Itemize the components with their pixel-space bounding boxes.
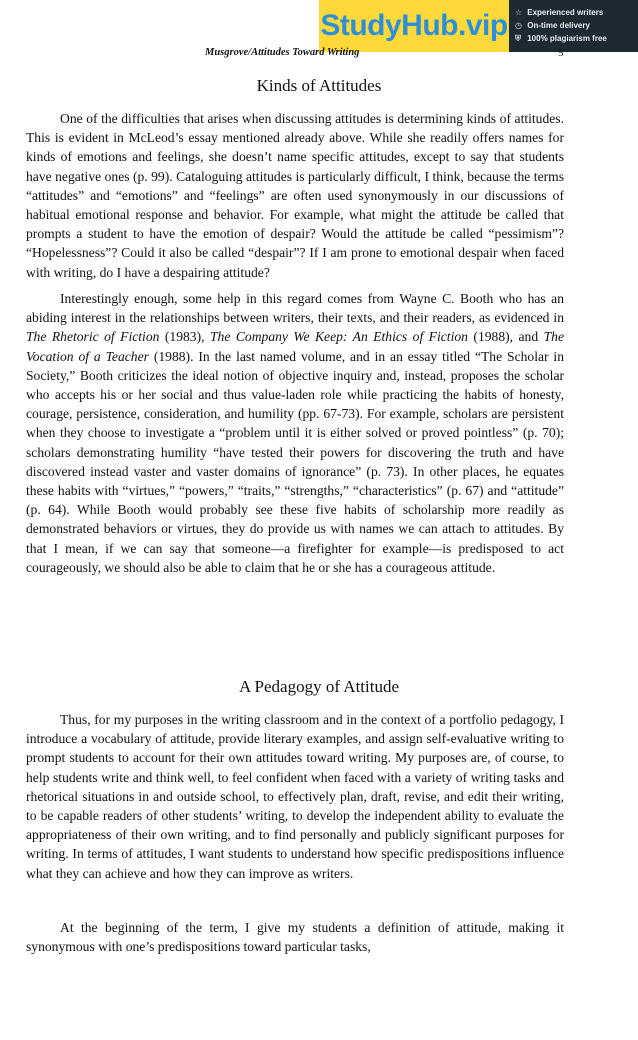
clock-icon: ◷ [515, 21, 522, 30]
page-number: 5 [558, 47, 564, 59]
running-head [0, 47, 638, 63]
studyhub-ad-banner[interactable] [319, 0, 638, 52]
studyhub-logo[interactable]: StudyHub.vip [319, 0, 509, 52]
body-paragraph: At the beginning of the term, I give my students a definition of attitude, making it synonymous with one’s predispositions toward particular tasks, [26, 920, 564, 955]
body-paragraph: Thus, for my purposes in the writing classroom and in the context of a portfolio pedagogy, I introduce a vocabulary of attitude, provide literary examples, and assign self-evaluative writing to prompt students to account for their own attitudes toward writing. My purposes are, of course, to help students write and think well, to feel confident when faced with a variety of writing tasks and rhetorical situations in and outside school, to effectively plan, draft, revise, and edit their writing, to be capable readers of other students’ writing, to develop the independent ability to evaluate the appropriateness of their own writing, and to find personally and publicly significant purposes for writing. In terms of attitudes, I want students to understand how specific predispositions influence what they can achieve and how they can improve as writers. [26, 712, 564, 881]
feature-label: 100% plagiarism free [527, 34, 607, 43]
section-heading-pedagogy-of-attitude: A Pedagogy of Attitude [238, 677, 400, 696]
feature-item [515, 6, 635, 19]
feature-label: Experienced writers [527, 8, 604, 17]
shield-icon: ⛨ [515, 34, 521, 43]
section-heading-kinds-of-attitudes: Kinds of Attitudes [256, 76, 382, 95]
running-head-title: Musgrove/Attitudes Toward Writing [205, 47, 360, 58]
feature-item [515, 32, 635, 45]
book-title: The Company We Keep: An Ethics of Fiction [209, 329, 468, 345]
feature-item [515, 19, 635, 32]
book-title: The Rhetoric of Fiction [26, 329, 160, 345]
paragraph-text: (1988). In the last named volume, and in an essay titled “The Scholar in Society,” Booth criticizes the ideal notion of objective inquiry and, instead, proposes the scholar who accepts his or her social and thus value-laden role while practicing the habits of honesty, courage, persistence, consideration, and humility (pp. 67-73). For example, scholars are persistent when they choose to investigate a “problem until it is either solved or proved pointless” (p. 70); scholars demonstrating humility “have tested their powers for discovering the truth and have discovered instead vaster and vaster domains of ignorance” (p. 73). In other places, he equates these habits with “virtues,” “powers,” “traits,” “strengths,” “characteristics” (p. 67) and “attitude” (p. 64). While Booth would probably see these five habits of scholarship more readily as demonstrated behaviors or virtues, they do provide us with names we can attach to attitudes. By that I mean, if we can say that someone—a firefighter for example—is predisposed to act courageously, we should also be able to claim that he or she has a courageous attitude. [26, 348, 564, 575]
body-paragraph [26, 289, 564, 577]
feature-list [515, 6, 635, 45]
body-paragraph: One of the difficulties that arises when discussing attitudes is determining kinds of attitudes. This is evident in McLeod’s essay mentioned already above. While she readily offers names for kinds of emotions and feelings, she doesn’t name specific attitudes, except to say that students have negative ones (p. 99). Cataloguing attitudes is particularly difficult, I think, because the terms “attitudes” and “emotions” and “feelings” are often used synonymously in our discussions of habitual emotional response and behavior. For example, what might the attitude be called that prompts a student to have the emotion of despair? Would the attitude be called “pessimism”? “Hopelessness”? Could it also be called “despair”? If I am prone to emotional despair when faced with writing, do I have a despairing attitude? [26, 111, 564, 280]
paragraph-text: (1983), [159, 329, 210, 345]
paragraph-text: (1988), and [467, 329, 544, 345]
book-title: The Vocation of a Teacher [26, 329, 564, 364]
paragraph-text: Interestingly enough, some help in this regard comes from Wayne C. Booth who has an abiding interest in the relationships between writers, their texts, and their readers, as evidenced in [26, 291, 564, 326]
star-icon: ☆ [515, 8, 523, 17]
feature-label: On-time delivery [527, 21, 590, 30]
